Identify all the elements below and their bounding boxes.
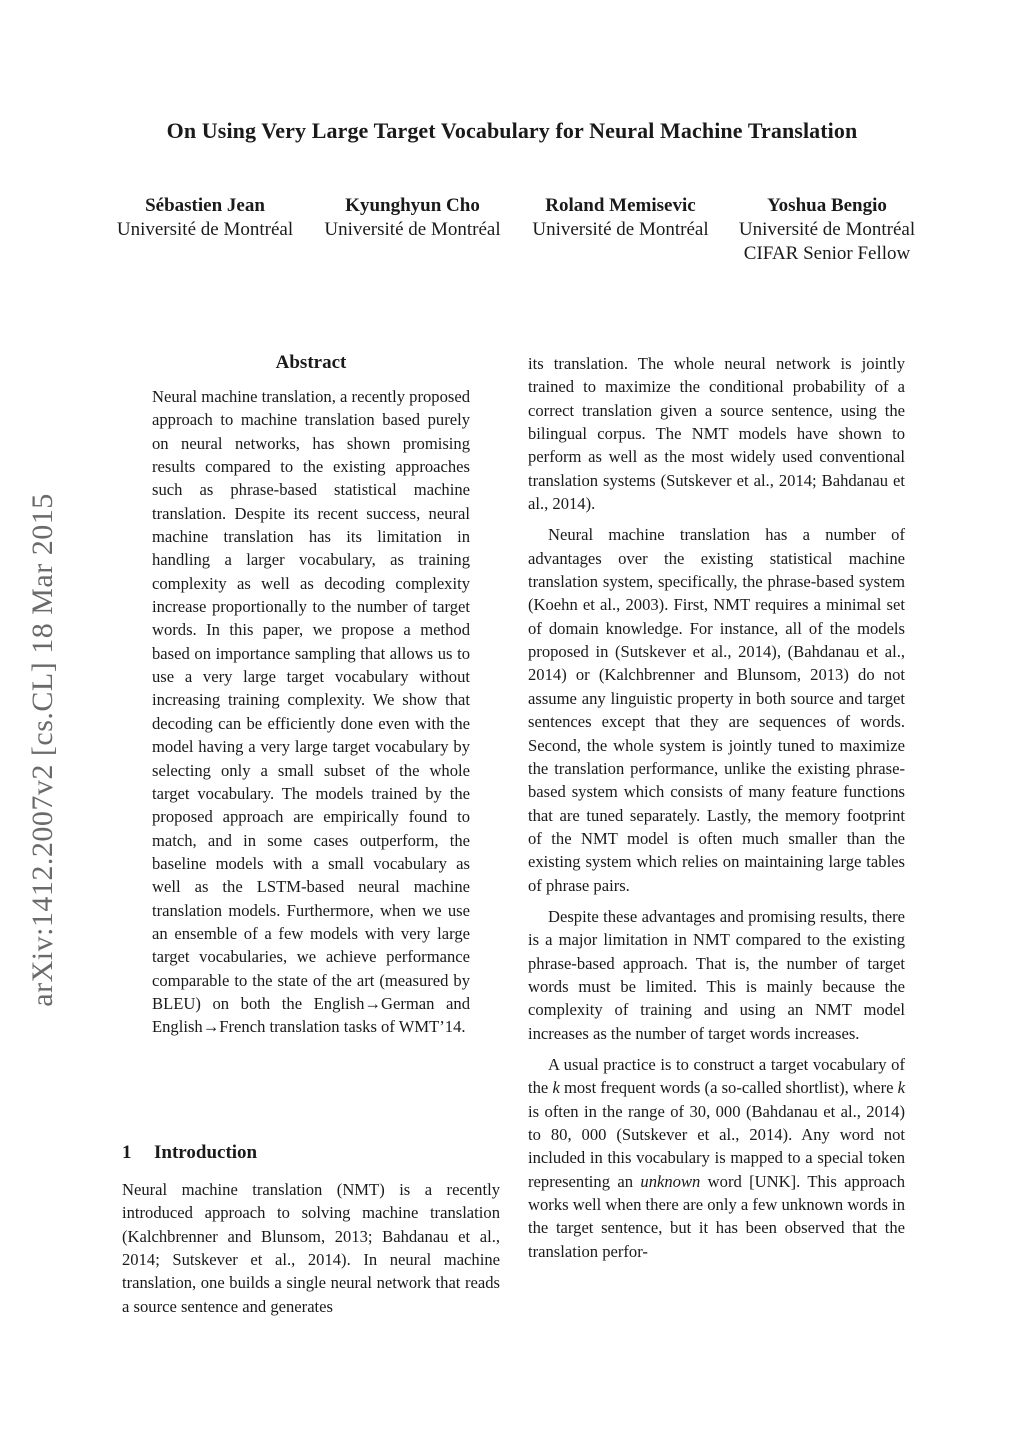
author-4: [724, 194, 930, 266]
paragraph: its translation. The whole neural network is jointly trained to maximize the conditional probability of a correct translation given a source sentence, using the bilingual corpus. The NMT models have shown to perform as well as the most widely used conventional translation systems (Sutskever et al., 2014; Bahdanau et al., 2014).: [528, 354, 905, 514]
text-run: (Bahdanau et al., 2014) to: [528, 1101, 906, 1144]
author-affiliation: Université de Montréal: [532, 219, 709, 240]
math-number: 80, 000: [550, 1125, 607, 1144]
paragraph: Despite these advantages and promising results, there is a major limitation in NMT compared to the existing phrase-based approach. That is, the number of target words must be limited. This is mainly because the complexity of training and using an NMT model increases as the number of target words increases.: [528, 906, 905, 1043]
arxiv-stamp: arXiv:1412.2007v2 [cs.CL] 18 Mar 2015: [26, 493, 59, 1007]
author-3: [518, 194, 723, 242]
text-run: A usual practice is to construct a target vocabulary of the: [528, 1054, 905, 1098]
author-name: Kyunghyun Cho: [345, 195, 480, 216]
text-run: word [UNK]. This approach works well when there are only a few unknown words in the target sentence, but it has been observed that the translation perfor-: [528, 1171, 905, 1261]
text-run: is often in the range of: [528, 1101, 690, 1121]
math-k: k: [897, 1078, 906, 1098]
section-number: 1: [122, 1142, 132, 1163]
author-affiliation: Université de Montréal: [324, 219, 501, 240]
section-title: Introduction: [154, 1142, 258, 1163]
paper-title: On Using Very Large Target Vocabulary for Neural Machine Translation: [166, 118, 858, 143]
author-name: Roland Memisevic: [545, 195, 696, 216]
author-affiliation: Université de Montréal: [738, 219, 916, 240]
author-extra-affiliation: CIFAR Senior Fellow: [743, 243, 911, 264]
math-k: k: [552, 1078, 560, 1098]
emphasis-unknown: unknown: [640, 1171, 701, 1191]
abstract-text: Neural machine translation, a recently proposed approach to machine translation based purely on neural networks, has shown promising results compared to the existing approaches such as phrase-based statistical machine translation. Despite its recent success, neural machine translation has its limitation in handling a larger vocabulary, as training complexity as well as decoding complexity increase proportionally to the number of target words. In this paper, we propose a method based on importance sampling that allows us to use a very large target vocabulary without increasing training complexity. We show that decoding can be efficiently done even with the model having a very large target vocabulary by selecting only a small subset of the whole target vocabulary. The models trained by the proposed approach are empirically found to match, and in some cases outperform, the baseline models with a small vocabulary as well as the LSTM-based neural machine translation models. Furthermore, when we use an ensemble of a few models with very large target vocabularies, we achieve performance comparable to the state of the art (measured by BLEU) on both the English→German and English→French translation tasks of WMT’14.: [152, 387, 470, 1037]
author-affiliation: Université de Montréal: [116, 219, 294, 240]
author-1: [100, 194, 310, 242]
paragraph-shortlist: [528, 1053, 905, 1263]
section-heading: [122, 1142, 257, 1164]
intro-paragraph-left: Neural machine translation (NMT) is a recently introduced approach to solving machine translation (Kalchbrenner and Blunsom, 2013; Bahdanau et al., 2014; Sutskever et al., 2014). In neural machine translation, one builds a single neural network that reads a source sentence and generates: [122, 1180, 500, 1316]
text-run: most frequent words (a so-called shortlist), where: [559, 1078, 898, 1098]
author-name: Yoshua Bengio: [767, 195, 887, 216]
author-2: [310, 194, 515, 242]
text-run: (Sutskever et al., 2014). Any word not included in this vocabulary is mapped to a special token representing an: [528, 1125, 906, 1191]
arxiv-sidebar: [18, 455, 68, 1045]
abstract-heading: Abstract: [275, 352, 347, 373]
right-column: [528, 352, 905, 1271]
paragraph: Neural machine translation has a number of advantages over the existing statistical machine translation system, specifically, the phrase-based system (Koehn et al., 2003). First, NMT requires a minimal set of domain knowledge. For instance, all of the models proposed in (Sutskever et al., 2014), (Bahdanau et al., 2014) or (Kalchbrenner and Blunsom, 2013) do not assume any linguistic property in both source and target sentences except that they are sequences of words. Second, the whole system is jointly tuned to maximize the translation performance, unlike the existing phrase-based system which consists of many feature functions that are tuned separately. Lastly, the memory footprint of the NMT model is often much smaller than the existing system which relies on maintaining large tables of phrase pairs.: [528, 525, 905, 895]
author-name: Sébastien Jean: [145, 195, 265, 216]
math-number: 30, 000: [689, 1101, 741, 1121]
